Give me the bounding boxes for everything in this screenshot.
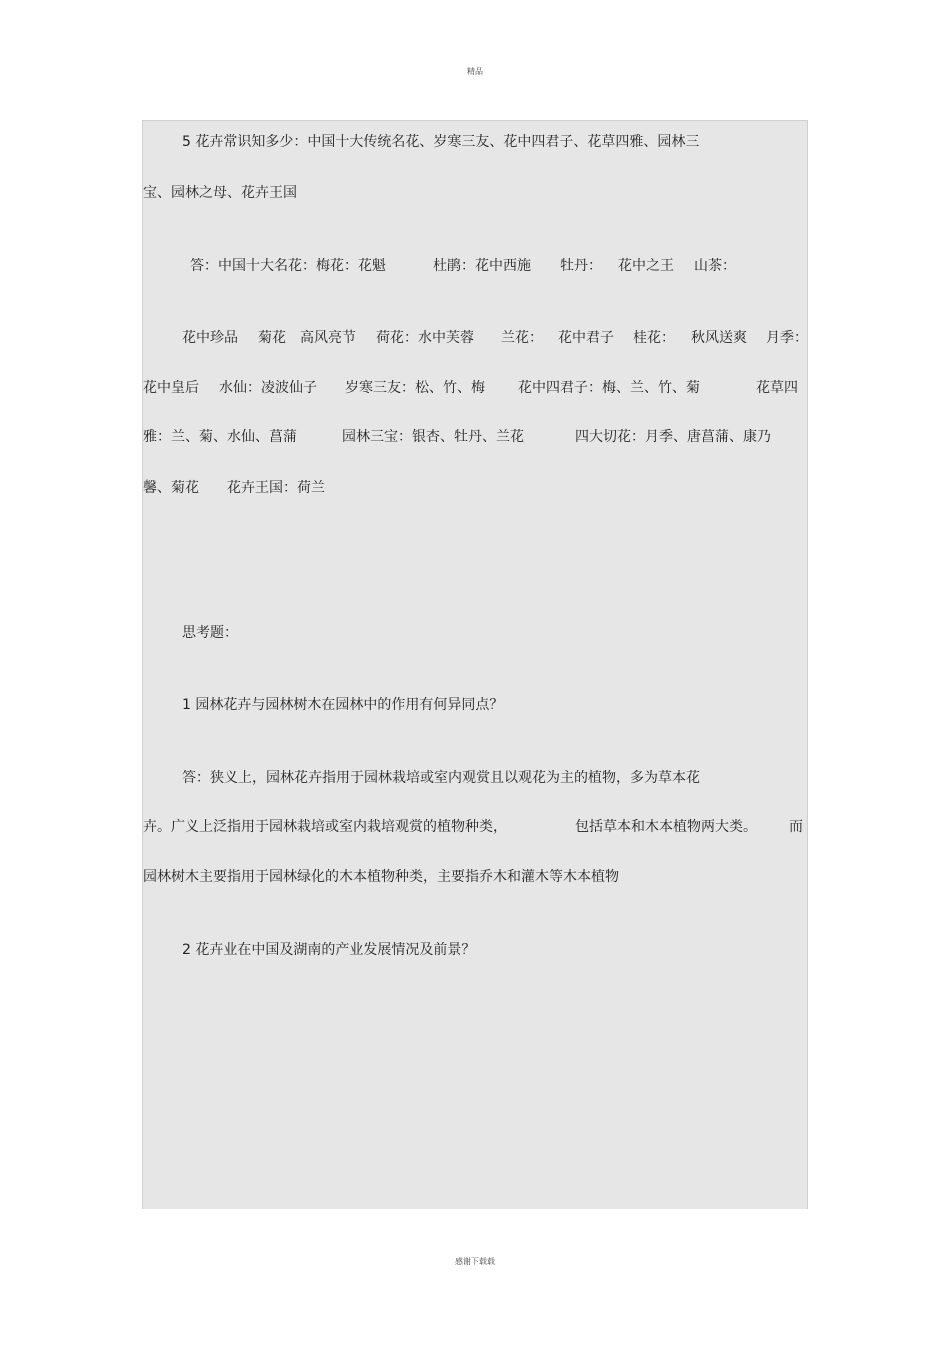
answer-5-segment: 杜鹃：花中西施 [433, 258, 531, 274]
answer-5-segment: 秋风送爽 [691, 330, 747, 346]
question-5-line2: 宝、园林之母、花卉王国 [143, 185, 297, 201]
answer-5-segment: 高风亮节 [300, 330, 356, 346]
answer-5-segment: 花中珍品 [182, 330, 238, 346]
header-watermark: 精品 [467, 67, 483, 76]
answer-5-segment: 花卉王国：荷兰 [227, 480, 325, 496]
answer-5-segment: 馨、菊花 [143, 480, 199, 496]
thinking-answer-1-line3: 园林树木主要指用于园林绿化的木本植物种类，主要指乔木和灌木等木本植物 [143, 869, 619, 885]
answer-5-segment: 四大切花：月季、唐菖蒲、康乃 [575, 429, 771, 445]
answer-5-segment: 花中皇后 [143, 380, 199, 396]
thinking-answer-1-segment: 包括草本和木本植物两大类。 [575, 819, 757, 835]
answer-5-segment: 花草四 [756, 380, 798, 396]
answer-5-segment: 牡丹： [560, 258, 602, 274]
answer-5-segment: 兰花： [501, 330, 543, 346]
answer-5-segment: 园林三宝：银杏、牡丹、兰花 [342, 429, 524, 445]
answer-5-segment: 菊花 [258, 330, 286, 346]
answer-5-segment: 花中之王 [618, 258, 674, 274]
thinking-title: 思考题： [182, 625, 238, 641]
answer-5-segment: 花中君子 [558, 330, 614, 346]
document-panel [142, 120, 808, 1209]
thinking-question-2: 2 花卉业在中国及湖南的产业发展情况及前景？ [182, 942, 476, 958]
answer-5-segment: 荷花：水中芙蓉 [376, 330, 474, 346]
thinking-question-1: 1 园林花卉与园林树木在园林中的作用有何异同点？ [182, 697, 504, 713]
answer-5-segment: 山茶： [694, 258, 736, 274]
thinking-answer-1-line1: 答：狭义上，园林花卉指用于园林栽培或室内观赏且以观花为主的植物，多为草本花 [182, 770, 700, 786]
answer-5-segment: 答：中国十大名花：梅花：花魁 [190, 258, 386, 274]
answer-5-segment: 桂花： [633, 330, 675, 346]
answer-5-segment: 岁寒三友：松、竹、梅 [345, 380, 485, 396]
answer-5-segment: 月季： [766, 330, 808, 346]
thinking-answer-1-segment: 而 [789, 819, 803, 835]
answer-5-segment: 雅：兰、菊、水仙、菖蒲 [143, 429, 297, 445]
answer-5-segment: 花中四君子：梅、兰、竹、菊 [518, 380, 700, 396]
question-5-line1: 5 花卉常识知多少：中国十大传统名花、岁寒三友、花中四君子、花草四雅、园林三 [182, 134, 700, 150]
answer-5-segment: 水仙：凌波仙子 [219, 380, 317, 396]
thinking-answer-1-segment: 卉。广义上泛指用于园林栽培或室内栽培观赏的植物种类， [143, 819, 507, 835]
footer-watermark: 感谢下载载 [455, 1257, 495, 1266]
